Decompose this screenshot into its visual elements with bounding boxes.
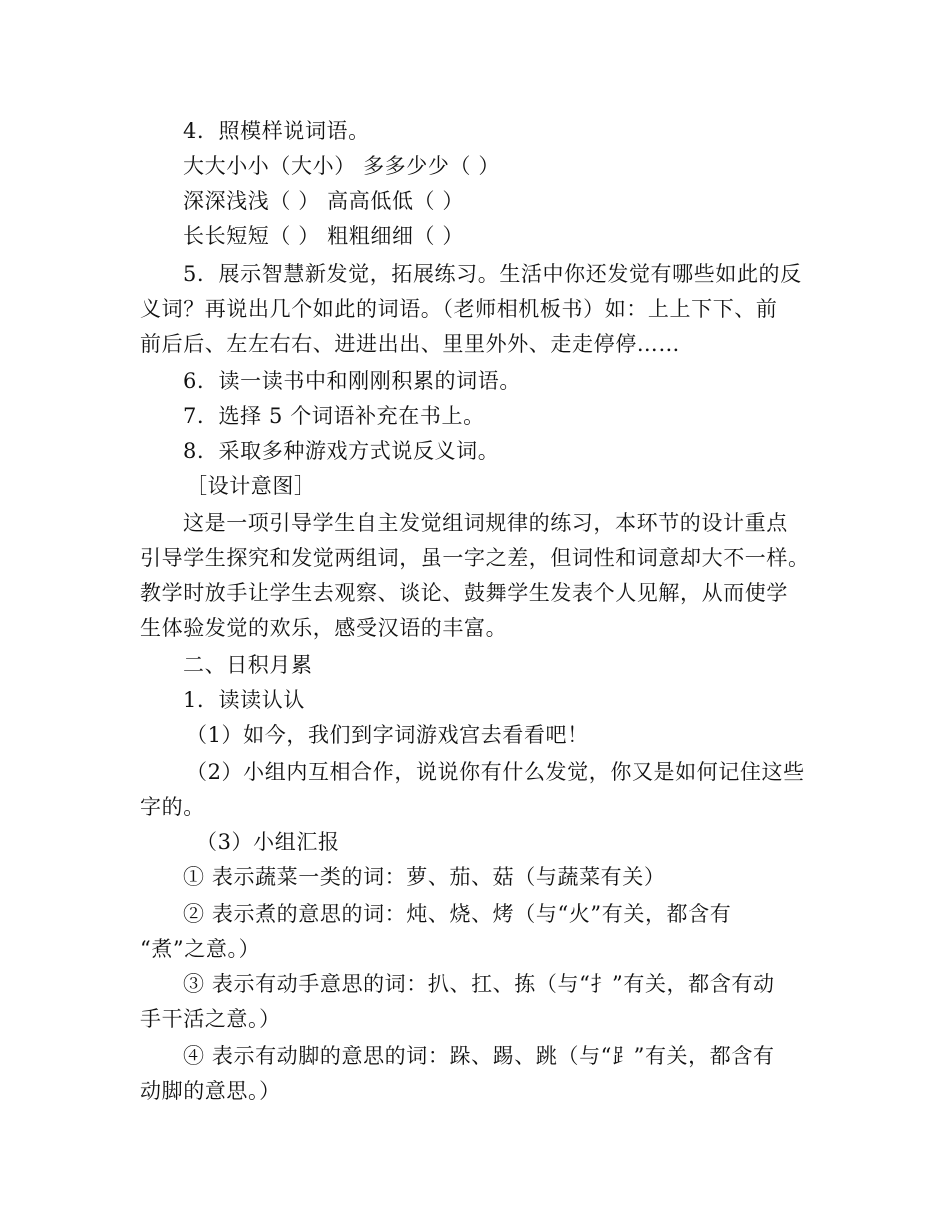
text-line: ② 表示煮的意思的词：炖、烧、烤（与“火”有关，都含有	[183, 902, 732, 926]
text-line: 动脚的意思。）	[140, 1079, 281, 1103]
text-line: 前后后、左左右右、进进出出、里里外外、走走停停……	[140, 332, 680, 356]
text-line: （3）小组汇报	[196, 830, 340, 854]
text-line: 8．采取多种游戏方式说反义词。	[183, 439, 500, 463]
text-line: ③ 表示有动手意思的词：扒、扛、拣（与“扌”有关，都含有动	[183, 972, 775, 996]
text-line: 大大小小（大小） 多多少少（ ）	[183, 154, 500, 178]
text-line: （1）如今，我们到字词游戏宫去看看吧！	[186, 723, 589, 747]
text-line: 生体验发觉的欢乐，感受汉语的丰富。	[140, 616, 508, 640]
text-line: 长长短短（ ） 粗粗细细（ ）	[183, 224, 465, 248]
text-line: （2）小组内互相合作，说说你有什么发觉，你又是如何记住这些	[186, 760, 805, 784]
text-line: 字的。	[140, 795, 205, 819]
text-line: 4．照模样说词语。	[183, 119, 370, 143]
text-line: 引导学生探究和发觉两组词，虽一字之差，但词性和词意却大不一样。	[140, 546, 810, 570]
text-line: 7．选择 5 个词语补充在书上。	[183, 404, 485, 428]
text-line: “煮”之意。）	[140, 937, 261, 961]
text-line: 义词？再说出几个如此的词语。（老师相机板书）如：上上下下、前	[140, 297, 778, 321]
section-label: ［设计意图］	[186, 474, 316, 498]
text-line: 手干活之意。）	[140, 1007, 281, 1031]
text-line: ④ 表示有动脚的意思的词：跺、踢、跳（与“⻊”有关，都含有	[183, 1044, 775, 1068]
text-line: 教学时放手让学生去观察、谈论、鼓舞学生发表个人见解，从而使学	[140, 581, 788, 605]
section-heading: 二、日积月累	[183, 653, 313, 677]
text-line: ① 表示蔬菜一类的词：萝、茄、菇（与蔬菜有关）	[183, 865, 666, 889]
text-line: 这是一项引导学生自主发觉组词规律的练习，本环节的设计重点	[183, 511, 788, 535]
text-line: 1．读读认认	[183, 688, 305, 712]
text-line: 6．读一读书中和刚刚积累的词语。	[183, 369, 521, 393]
text-line: 5．展示智慧新发觉，拓展练习。生活中你还发觉有哪些如此的反	[183, 262, 802, 286]
text-line: 深深浅浅（ ） 高高低低（ ）	[183, 189, 465, 213]
